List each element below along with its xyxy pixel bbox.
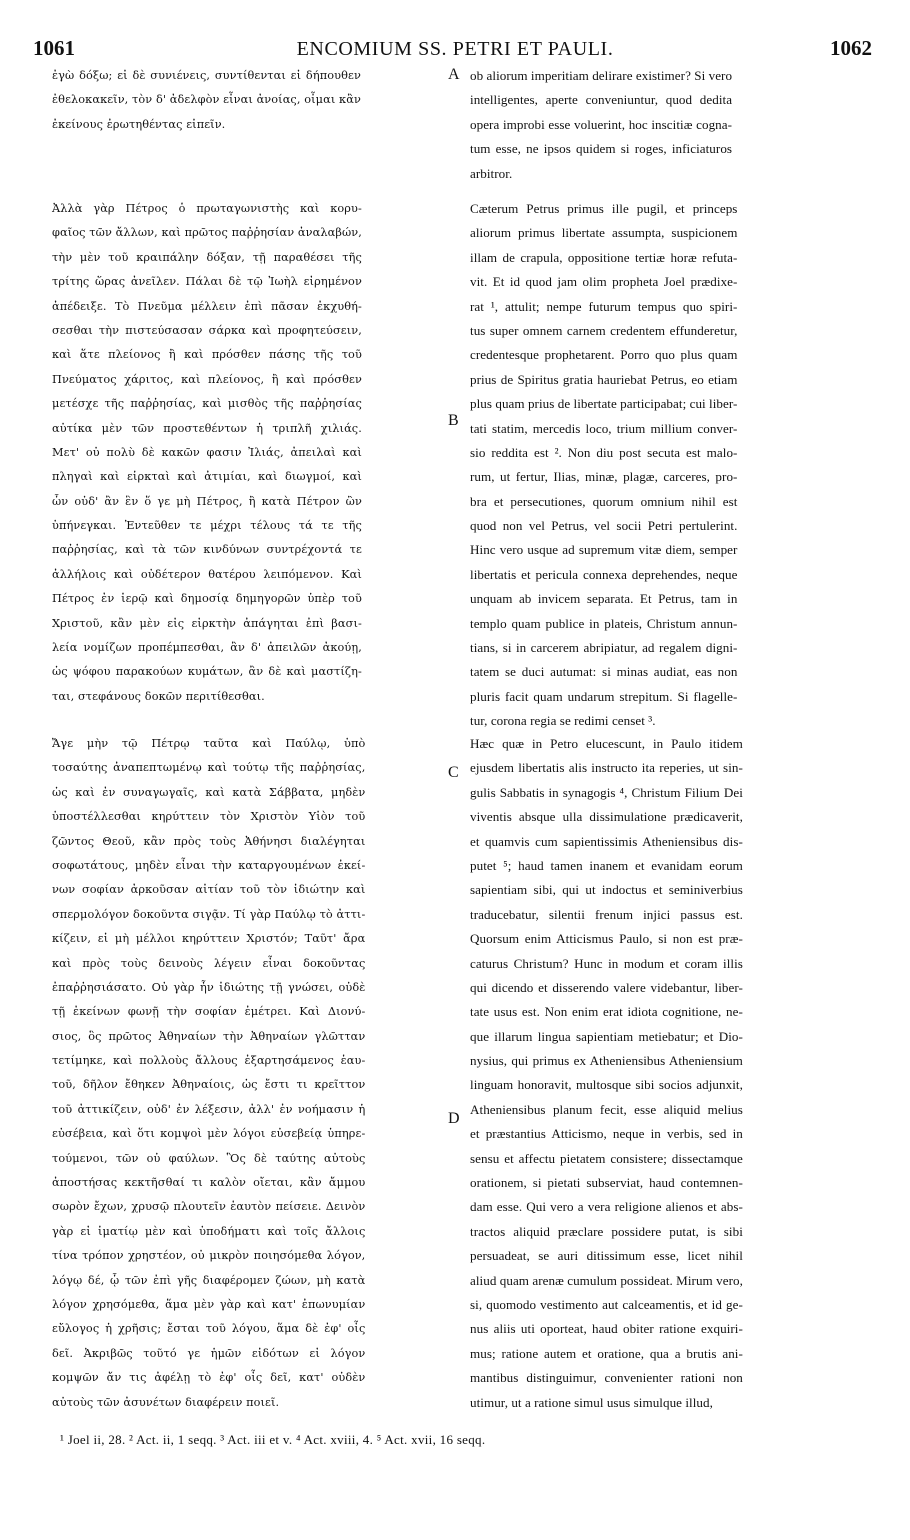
greek-text-line: τρίτης ὥρας ἀνεῖλεν. Πάλαι δὲ τῷ Ἰωὴλ εἰρημένον bbox=[52, 275, 362, 289]
page-number-right: 1062 bbox=[830, 36, 872, 60]
latin-text-line: que illarum lingua sapientiam metiebatur; et Dio- bbox=[470, 1028, 743, 1044]
latin-text-line: pluris facit quam undarum strepitum. Si flagelle- bbox=[470, 688, 738, 704]
greek-text-line: τίνα τρόπον χρηστέον, οὐ μικρὸν ποιησόμεθα λόγον, bbox=[52, 1249, 366, 1263]
latin-text-line: tum esse, ne ipsos quidem si roges, inficiaturos bbox=[470, 141, 733, 157]
latin-paragraph-3 bbox=[470, 732, 743, 1415]
latin-text-line: quod non vel Petrus, vel socii Petri pertulerint. bbox=[470, 518, 738, 534]
greek-text-line: τοῦ ἀττικίζειν, οὐδ' ἐν λέξεσιν, ἀλλ' ἐν νοήμασιν ἡ bbox=[52, 1102, 366, 1116]
latin-text-line: opera improbi esse voluerint, hoc inscitiæ cogna- bbox=[470, 116, 733, 132]
section-marker-c: C bbox=[448, 764, 459, 781]
latin-text-line: Cæterum Petrus primus ille pugil, et princeps bbox=[470, 201, 738, 216]
greek-text-line: σπερμολόγον δοκοῦντα σιγᾷν. Τί γὰρ Παύλῳ τὸ ἀττι- bbox=[52, 907, 366, 921]
greek-text-line: Πνεύματος χάριτος, καὶ πλείονος, ἢ καὶ πρόσθεν bbox=[52, 372, 362, 386]
section-marker-d: D bbox=[448, 1110, 460, 1127]
greek-text-line: ἀλλήλοις καὶ οὐδέτερον θατέρου λειπόμενον. Καὶ bbox=[52, 567, 362, 581]
latin-text-line: prius de Spiritus gratia hauriebat Petrus, eo etiam bbox=[470, 371, 738, 387]
greek-text-line: λόγον χρησόμεθα, ἅμα μὲν γὰρ καὶ κατ' ἐπωνυμίαν bbox=[52, 1297, 366, 1311]
greek-text-line: σοφωτάτους, μηδὲν εἶναι τὴν καταργουμένων ἐκεί- bbox=[52, 858, 366, 872]
latin-text-line: si, quomodo vestimento aut calceamentis, et id ge- bbox=[470, 1296, 743, 1312]
latin-text-line: putet ⁵; haud tamen inanem et evanidam eorum bbox=[470, 857, 743, 873]
greek-paragraph-3 bbox=[52, 732, 365, 1415]
greek-text-line: σιος, ὃς πρῶτος Ἀθηναίων τὴν Ἀθηναίων γλῶτταν bbox=[52, 1029, 366, 1043]
greek-text-line: ζῶντος Θεοῦ, κἂν πρὸς τοὺς Ἀθήνησι διαλέγηται bbox=[52, 834, 366, 848]
latin-text-line: templo quam publice in plateis, Christum annun- bbox=[470, 615, 738, 631]
latin-text-line: sensu et affectu pietatem consistere; dissectamque bbox=[470, 1150, 743, 1166]
latin-text-line: persuadeat, se auri ditissimum esse, licet nihil bbox=[470, 1248, 743, 1264]
section-marker-a: A bbox=[448, 66, 460, 83]
greek-text-line: αὐτίκα μὲν τῶν προστεθέντων ἡ τριπλῆ χιλιάς. bbox=[52, 421, 362, 435]
greek-text-line: παῤῥησίας, καὶ τὰ τῶν κινδύνων συντρέχοντά τε bbox=[52, 543, 362, 557]
greek-text-line: τὴν μὲν τοῦ κραιπάλην δόξαν, τῇ παραθέσει τῆς bbox=[52, 250, 362, 264]
greek-text-line: ἀπέδειξε. Τὸ Πνεῦμα μέλλειν ἐπὶ πᾶσαν ἐκχυθή- bbox=[52, 299, 362, 313]
greek-text-line: λεία νομίζων προπέμπεσθαι, ἂν δ' ἀπειλῶν ἀκούῃ, bbox=[52, 641, 362, 655]
latin-text-line: orationem, si pietati subserviat, haud contemnen- bbox=[470, 1175, 743, 1191]
greek-text-line: τούμενοι, τῶν οὐ φαύλων. Ὃς δὲ ταύτης αὐτοὺς bbox=[52, 1151, 366, 1165]
greek-text-line: αὐτοὺς τῶν ἀσυνέτων διαφέρειν ποιεῖ. bbox=[52, 1395, 280, 1409]
latin-text-line: Hæc quæ in Petro elucescunt, in Paulo itidem bbox=[470, 736, 743, 751]
greek-text-line: εὔλογος ἡ χρῆσις; ἔσται τοῦ λόγου, ἅμα δὲ ἐφ' οἷς bbox=[52, 1322, 366, 1336]
latin-text-line: aliud quam arenæ cumulum possideat. Mirum vero, bbox=[470, 1272, 743, 1288]
greek-paragraph-1 bbox=[52, 64, 361, 137]
latin-text-line: nus aliis uti oporteat, haud obiter ratione exquiri- bbox=[470, 1321, 743, 1337]
greek-text-line: μετέσχε τῆς παῤῥησίας, καὶ μισθὸς τῆς παῤῥησίας bbox=[52, 397, 362, 411]
latin-paragraph-2 bbox=[470, 197, 737, 734]
latin-text-line: tus super omnem carnem credentem effunderetur, bbox=[470, 322, 738, 338]
latin-text-line: gulis Sabbatis in synagogis ⁴, Christum Filium Dei bbox=[470, 784, 743, 800]
greek-text-line: φαῖος τῶν ἄλλων, καὶ πρῶτος παῤῥησίαν ἀναλαβών, bbox=[52, 226, 362, 240]
greek-text-line: ὧν οὐδ' ἂν ἓν ὅ γε μὴ Πέτρος, ἢ κατὰ Πέτρον ὢν bbox=[52, 494, 362, 508]
latin-text-line: credentesque prophetarent. Porro quo plus quam bbox=[470, 347, 738, 363]
latin-text-line: tate usus est. Non enim erat idiota cognitione, ne- bbox=[470, 1004, 743, 1020]
latin-text-line: ob aliorum imperitiam delirare existimer? Si vero bbox=[470, 68, 733, 83]
greek-text-line: ἐκείνους ἐρωτηθέντας εἰπεῖν. bbox=[52, 117, 226, 131]
latin-text-line: arbitror. bbox=[470, 165, 513, 181]
latin-text-line: Atheniensibus planum fecit, esse aliquid melius bbox=[470, 1101, 743, 1117]
page-header bbox=[0, 36, 910, 66]
greek-text-line: ὡς ψόφου παρακούων κυμάτων, ἂν δὲ καὶ μαστίζη- bbox=[52, 665, 362, 679]
greek-text-line: γὰρ εἰ ἱματίῳ μὲν καὶ ὑποδήματι καὶ τοῖς ἄλλοις bbox=[52, 1224, 366, 1238]
latin-text-line: unquam ab invicem separata. Et Petrus, tam in bbox=[470, 591, 738, 607]
latin-text-line: utimur, ut a ratione simul usus simulque illud, bbox=[470, 1394, 713, 1410]
greek-text-line: τῇ ἐκείνων φωνῇ τὴν σοφίαν ἐμέτρει. Καὶ Διονύ- bbox=[52, 1005, 366, 1019]
greek-text-line: τετίμηκε, καὶ πολλοὺς ἄλλους ἐξαρτησάμενος ἑαυ- bbox=[52, 1054, 366, 1068]
latin-text-line: libertatis et pericula connexa deprehendes, neque bbox=[470, 566, 738, 582]
latin-text-line: nysius, qui primus ex Atheniensibus Atheniensium bbox=[470, 1053, 743, 1069]
greek-text-line: εὐσέβεια, καὶ ὅτι κομψοὶ μὲν λόγοι εὐσεβείᾳ ὑπηρε- bbox=[52, 1127, 366, 1141]
latin-text-line: et præstantius Atticismo, neque in verbis, sed in bbox=[470, 1126, 743, 1142]
latin-text-line: viventis absque ulla dissimulatione prædicaverit, bbox=[470, 809, 743, 825]
latin-text-line: qui dicendo et disserendo valere videbantur, liber- bbox=[470, 979, 743, 995]
latin-text-line: plus quam prius de libertate participabat; cui liber- bbox=[470, 396, 738, 412]
latin-text-line: Hinc vero usque ad supremum vitæ diem, semper bbox=[470, 542, 738, 558]
greek-text-line: Ἀλλὰ γὰρ Πέτρος ὁ πρωταγωνιστὴς καὶ κορυ- bbox=[52, 202, 362, 215]
running-title: ENCOMIUM SS. PETRI ET PAULI. bbox=[296, 38, 614, 60]
greek-text-line: τοσαύτης ἀναπεπτωμένῳ καὶ τούτῳ τῆς παῤῥησίας, bbox=[52, 761, 366, 775]
footnotes: ¹ Joel ii, 28. ² Act. ii, 1 seqq. ³ Act. iii et v. ⁴ Act. xviii, 4. ⁵ Act. xvii, 16 seqq. bbox=[60, 1432, 486, 1447]
latin-text-line: intelligentes, aperte conveniuntur, quod dedita bbox=[470, 92, 733, 108]
page-number-left: 1061 bbox=[33, 36, 75, 60]
latin-text-line: Quorsum enim Atticismus Paulo, si non est præ- bbox=[470, 931, 743, 947]
latin-text-line: tur, corona regia se redimi censet ³. bbox=[470, 713, 656, 729]
latin-text-line: linguam honoravit, multosque sibi socios adjunxit, bbox=[470, 1077, 743, 1093]
latin-text-line: aliorum primus libertate assumpta, suspicionem bbox=[470, 225, 738, 241]
latin-text-line: tians, si in carcerem abripiatur, ad regalem digni- bbox=[470, 640, 738, 656]
latin-text-line: rum, ut fertur, Ilias, minæ, plagæ, carceres, pro- bbox=[470, 469, 738, 485]
latin-text-line: vit. Et id quod jam olim propheta Joel prædixe- bbox=[470, 274, 738, 290]
latin-text-line: mantibus distinguimur, convenienter rationi non bbox=[470, 1370, 743, 1386]
greek-text-line: Μετ' οὐ πολὺ δὲ κακῶν φασιν Ἰλιάς, ἀπειλαὶ καὶ bbox=[52, 445, 362, 459]
latin-text-line: tati statim, mercedis loco, trium millium conver- bbox=[470, 420, 738, 436]
latin-paragraph-1 bbox=[470, 64, 732, 186]
latin-text-line: illam de crapula, oppositione tertiæ horæ refuta- bbox=[470, 249, 738, 265]
latin-text-line: tractos aliquid præclare possidere putat, is sibi bbox=[470, 1223, 743, 1239]
latin-text-line: dam esse. Qui vero a vera religione alienos et abs- bbox=[470, 1199, 743, 1215]
latin-text-line: sapientiam sibi, qui ut indoctus et seminiverbius bbox=[470, 882, 743, 898]
greek-text-line: λόγῳ δέ, ᾧ τῶν ἐπὶ γῆς διαφέρομεν ζώων, μὴ κατὰ bbox=[52, 1273, 366, 1287]
greek-text-line: σεσθαι τὴν πιστεύσασαν σάρκα καὶ προφητεύσειν, bbox=[52, 323, 362, 337]
greek-text-line: ἐθελοκακεῖν, τὸν δ' ἀδελφὸν εἶναι ἀνοίας, οἶμαι κἂν bbox=[52, 93, 361, 107]
latin-text-line: mus; ratione autem et oratione, qua a brutis ani- bbox=[470, 1345, 743, 1361]
latin-text-line: rat ¹, attulit; nempe futurum tempus quo spiri- bbox=[470, 298, 738, 314]
latin-text-line: traducebatur, silentii frenum injici passus est. bbox=[470, 906, 743, 922]
greek-text-line: ἐπαῤῥησιάσατο. Οὐ γὰρ ἦν ἰδιώτης τῇ γνώσει, οὐδὲ bbox=[52, 980, 366, 994]
greek-text-line: ὑποστέλλεσθαι κηρύττειν τὸν Χριστὸν Υἱὸν τοῦ bbox=[52, 810, 366, 824]
greek-text-line: νων σοφίαν ἀρκοῦσαν αἰτίαν τοῦ τὸν ἰδιώτην καὶ bbox=[52, 883, 366, 897]
latin-text-line: bra et persecutiones, quorum omnium nihil est bbox=[470, 493, 738, 509]
greek-text-line: καὶ πρὸς τοὺς δεινοὺς λέγειν εἶναι δοκοῦντας bbox=[52, 956, 366, 970]
greek-text-line: καὶ ἅτε πλείονος ἢ καὶ πρόσθεν πάσης τῆς τοῦ bbox=[52, 348, 362, 362]
greek-text-line: δεῖ. Ἀκριβῶς τοῦτό γε ἡμῶν εἰδότων εἰ λόγον bbox=[52, 1346, 366, 1360]
greek-text-line: ἐγὼ δόξω; εἰ δὲ συνιένεις, συντίθενται εἰ δήπουθεν bbox=[52, 69, 361, 82]
greek-text-line: Χριστοῦ, κἂν μὲν εἰς εἱρκτὴν ἀπάγηται ἐπὶ βασι- bbox=[52, 616, 362, 630]
latin-text-line: ejusdem libertatis alis instructo ita reperies, ut sin- bbox=[470, 760, 743, 776]
greek-text-line: σωρὸν ἔχων, χρυσῷ πλουτεῖν ἑαυτὸν πείσειε. Δεινὸν bbox=[52, 1200, 366, 1214]
greek-text-line: ται, στεφάνους δοκῶν περιτίθεσθαι. bbox=[52, 689, 265, 703]
latin-text-line: caturus Christum? Hunc in modum et coram illis bbox=[470, 955, 743, 971]
greek-text-line: τοῦ, δῆλον ἔθηκεν Ἀθηναίοις, ὡς ἔστι τι κρεῖττον bbox=[52, 1078, 366, 1092]
latin-text-line: et quamvis cum sapientissimis Atheniensibus dis- bbox=[470, 833, 743, 849]
greek-text-line: ἀποστήσας κεκτῆσθαί τι καλὸν οἴεται, κἂν ἄμμου bbox=[52, 1176, 366, 1190]
greek-paragraph-2 bbox=[52, 197, 362, 709]
latin-text-line: tatem se duci autumat: si minas audiat, eas non bbox=[470, 664, 738, 680]
greek-text-line: ὡς καὶ ἐν συναγωγαῖς, καὶ κατὰ Σάββατα, μηδὲν bbox=[52, 785, 366, 799]
greek-text-line: Ἄγε μὴν τῷ Πέτρῳ ταῦτα καὶ Παύλῳ, ὑπὸ bbox=[52, 737, 366, 750]
greek-text-line: Πέτρος ἐν ἱερῷ καὶ δημοσίᾳ δημηγορῶν ὑπὲρ τοῦ bbox=[52, 592, 362, 606]
greek-text-line: κίζειν, εἰ μὴ μέλλοι κηρύττειν Χριστόν; Ταῦτ' ἄρα bbox=[52, 932, 366, 946]
greek-text-line: κομψῶν ἄν τις ἀφέλῃ τὸ ἐφ' οἷς δεῖ, κατ' οὐδὲν bbox=[52, 1371, 366, 1385]
latin-text-line: sio reddita est ². Non diu post secuta est malo- bbox=[470, 444, 738, 460]
section-marker-b: B bbox=[448, 412, 459, 429]
greek-text-line: ὑπήνεγκαι. Ἐντεῦθεν τε μέχρι τέλους τά τε τῆς bbox=[52, 519, 362, 533]
greek-text-line: πληγαὶ καὶ εἱρκταὶ καὶ ἀτιμίαι, καὶ διωγμοί, καὶ bbox=[52, 470, 362, 484]
